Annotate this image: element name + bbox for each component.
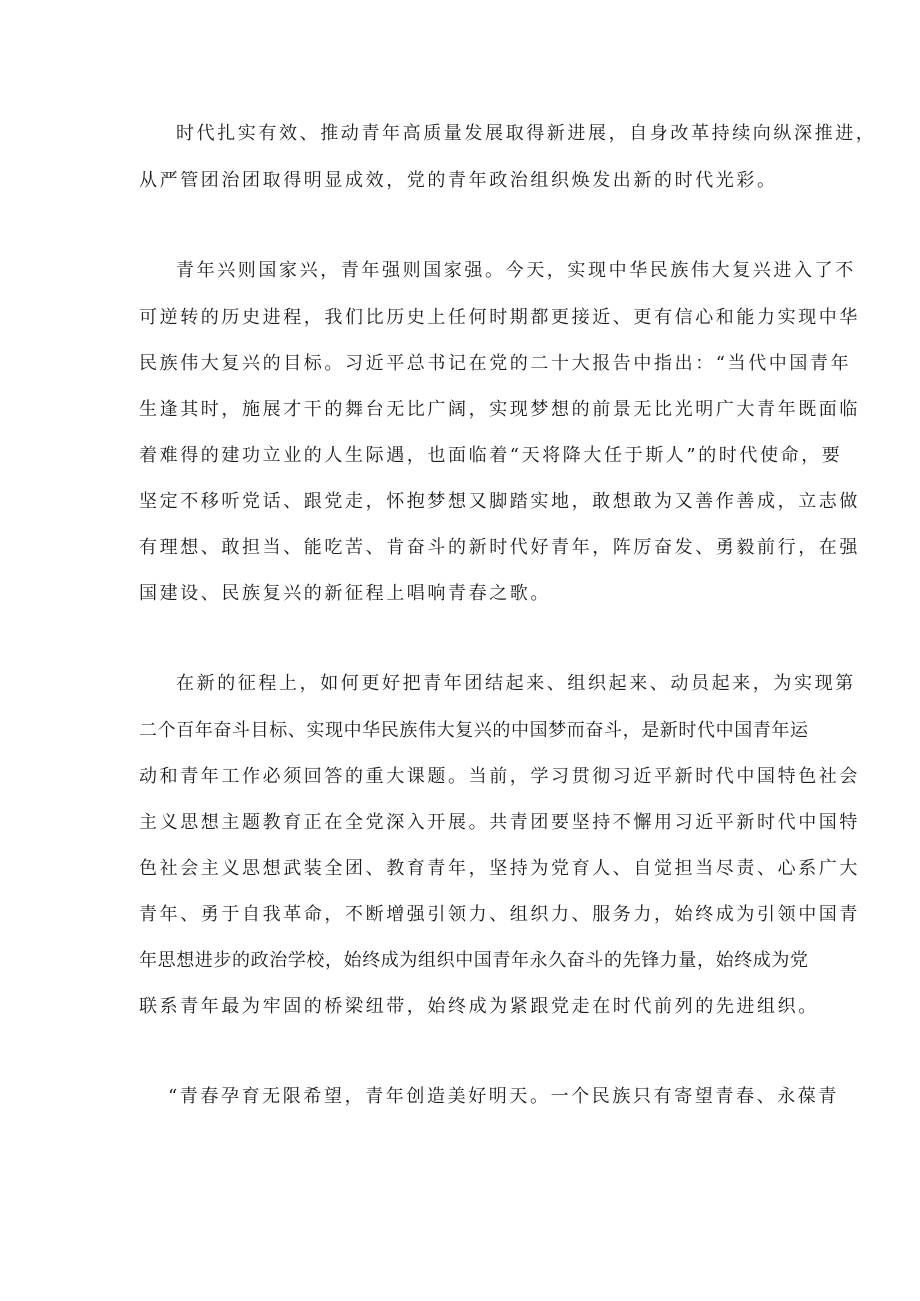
paragraph-4-line-1: “青春孕育无限希望，青年创造美好明天。一个民族只有寄望青春、永葆青 — [168, 1086, 839, 1107]
paragraph-3-line-7: 年思想进步的政治学校，始终成为组织中国青年永久奋斗的先锋力量，始终成为党 — [139, 950, 809, 971]
paragraph-2-line-5: 着难得的建功立业的人生际遇，也面临着“天将降大任于斯人”的时代使命，要 — [139, 445, 843, 466]
paragraph-3-line-5: 色社会主义思想武装全团、教育青年，坚持为党育人、自觉担当尽责、心系广大 — [139, 858, 860, 879]
paragraph-2-line-6: 坚定不移听党话、跟党走，怀抱梦想又脚踏实地，敢想敢为又善作善成，立志做 — [139, 491, 860, 512]
paragraph-3-line-6: 青年、勇于自我革命，不断增强引领力、组织力、服务力，始终成为引领中国青 — [139, 904, 860, 925]
paragraph-3-line-8: 联系青年最为牢固的桥梁纽带，始终成为紧跟党走在时代前列的先进组织。 — [139, 996, 819, 1017]
paragraph-1-line-1: 时代扎实有效、推动青年高质量发展取得新进展，自身改革持续向纵深推进， — [176, 123, 877, 144]
paragraph-2-line-2: 可逆转的历史进程，我们比历史上任何时期都更接近、更有信心和能力实现中华 — [139, 307, 860, 328]
paragraph-3-line-1: 在新的征程上，如何更好把青年团结起来、组织起来、动员起来，为实现第 — [176, 673, 856, 694]
paragraph-2-line-3: 民族伟大复兴的目标。习近平总书记在党的二十大报告中指出：“当代中国青年 — [139, 353, 852, 374]
paragraph-2-line-1: 青年兴则国家兴，青年强则国家强。今天，实现中华民族伟大复兴进入了不 — [176, 260, 856, 281]
paragraph-2-line-8: 国建设、民族复兴的新征程上唱响青春之歌。 — [139, 583, 551, 604]
paragraph-1-line-2: 从严管团治团取得明显成效，党的青年政治组织焕发出新的时代光彩。 — [139, 170, 778, 191]
paragraph-3-line-2: 二个百年奋斗目标、实现中华民族伟大复兴的中国梦而奋斗，是新时代中国青年运 — [139, 720, 809, 741]
paragraph-2-line-7: 有理想、敢担当、能吃苦、肯奋斗的新时代好青年，阵厉奋发、勇毅前行，在强 — [139, 537, 860, 558]
paragraph-3-line-3: 动和青年工作必须回答的重大课题。当前，学习贯彻习近平新时代中国特色社会 — [139, 766, 860, 787]
paragraph-3-line-4: 主义思想主题教育正在全党深入开展。共青团要坚持不懈用习近平新时代中国特 — [139, 812, 860, 833]
paragraph-2-line-4: 生逢其时，施展才干的舞台无比广阔，实现梦想的前景无比光明广大青年既面临 — [139, 399, 860, 420]
